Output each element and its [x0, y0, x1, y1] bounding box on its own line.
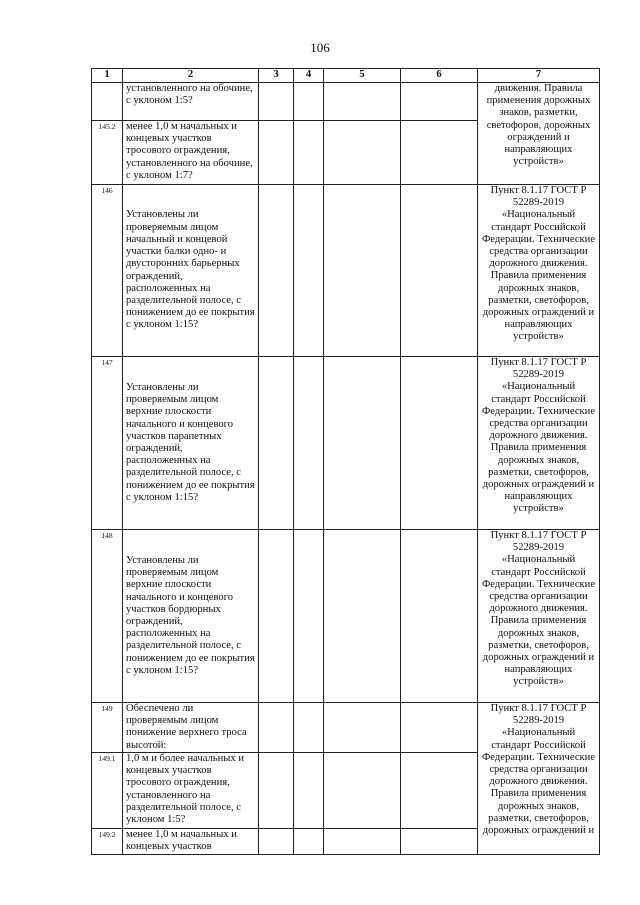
empty-cell — [294, 530, 324, 703]
empty-cell — [259, 121, 294, 185]
reference-cell: движения. Правила применения дорожных знаков, разметки, светофоров, дорожных ограждений и направляющих устройств» — [478, 83, 600, 185]
reference-cell: Пункт 8.1.17 ГОСТ Р 52289-2019 «Национальный стандарт Российской Федерации. Технические средства организации дорожного движения. Правила применения дорожных знаков, разметки, светофоров, дорожных ограждений и направляющих устройств» — [478, 357, 600, 530]
empty-cell — [401, 357, 478, 530]
empty-cell — [401, 753, 478, 829]
empty-cell — [324, 829, 401, 855]
question-cell: 1,0 м и более начальных и концевых участков тросового ограждения, установленного на разделительной полосе, с уклоном 1:5? — [123, 753, 259, 829]
column-header: 2 — [123, 69, 259, 83]
empty-cell — [401, 121, 478, 185]
empty-cell — [294, 83, 324, 121]
empty-cell — [401, 829, 478, 855]
empty-cell — [324, 185, 401, 357]
empty-cell — [324, 530, 401, 703]
table-header-row — [92, 69, 600, 83]
row-number: 147 — [92, 357, 123, 530]
empty-cell — [294, 357, 324, 530]
table-row — [92, 185, 600, 357]
row-number: 149 — [92, 703, 123, 753]
table-row — [92, 83, 600, 121]
row-number: 146 — [92, 185, 123, 357]
empty-cell — [401, 83, 478, 121]
row-number: 149.2 — [92, 829, 123, 855]
question-cell: менее 1,0 м начальных и концевых участков тросового ограждения, установленного на обочине, с уклоном 1:7? — [123, 121, 259, 185]
empty-cell — [294, 703, 324, 753]
question-cell: Установлены ли проверяемым лицом верхние плоскости начального и концевого участков бордюрных ограждений, расположенных на разделительной полосе, с понижением до ее покрытия с уклоном 1:15? — [123, 530, 259, 703]
question-cell: установленного на обочине, с уклоном 1:5? — [123, 83, 259, 121]
empty-cell — [401, 185, 478, 357]
empty-cell — [324, 753, 401, 829]
empty-cell — [324, 703, 401, 753]
column-header: 1 — [92, 69, 123, 83]
row-number — [92, 83, 123, 121]
row-number: 149.1 — [92, 753, 123, 829]
column-header: 4 — [294, 69, 324, 83]
row-number: 148 — [92, 530, 123, 703]
reference-cell: Пункт 8.1.17 ГОСТ Р 52289-2019 «Национальный стандарт Российской Федерации. Технические средства организации дорожного движения. Правила применения дорожных знаков, разметки, светофоров, дорожных ограждений и направляющих устройств» — [478, 530, 600, 703]
empty-cell — [401, 703, 478, 753]
question-cell: менее 1,0 м начальных и концевых участков — [123, 829, 259, 855]
empty-cell — [294, 185, 324, 357]
question-cell: Установлены ли проверяемым лицом верхние плоскости начального и концевого участков парапетных ограждений, расположенных на разделительной полосе, с понижением до ее покрытия с уклоном 1:15? — [123, 357, 259, 530]
empty-cell — [294, 829, 324, 855]
empty-cell — [259, 83, 294, 121]
column-header: 3 — [259, 69, 294, 83]
empty-cell — [324, 121, 401, 185]
table-row — [92, 530, 600, 703]
question-cell: Установлены ли проверяемым лицом начальный и концевой участки балки одно- и двусторонних барьерных ограждений, расположенных на разделительной полосе, с понижением до ее покрытия с уклоном 1:15? — [123, 185, 259, 357]
empty-cell — [259, 357, 294, 530]
column-header: 6 — [401, 69, 478, 83]
table-row — [92, 703, 600, 753]
requirements-table — [91, 68, 600, 855]
table-row — [92, 357, 600, 530]
question-cell: Обеспечено ли проверяемым лицом понижение верхнего троса высотой: — [123, 703, 259, 753]
empty-cell — [259, 753, 294, 829]
reference-cell: Пункт 8.1.17 ГОСТ Р 52289-2019 «Национальный стандарт Российской Федерации. Технические средства организации дорожного движения. Правила применения дорожных знаков, разметки, светофоров, дорожных ограждений и направляющих устройств» — [478, 185, 600, 357]
reference-cell: Пункт 8.1.17 ГОСТ Р 52289-2019 «Национальный стандарт Российской Федерации. Технические средства организации дорожного движения. Правила применения дорожных знаков, разметки, светофоров, дорожных ограждений и — [478, 703, 600, 855]
empty-cell — [324, 357, 401, 530]
empty-cell — [259, 829, 294, 855]
empty-cell — [294, 121, 324, 185]
empty-cell — [401, 530, 478, 703]
column-header: 5 — [324, 69, 401, 83]
column-header: 7 — [478, 69, 600, 83]
empty-cell — [259, 703, 294, 753]
empty-cell — [259, 530, 294, 703]
page-number: 106 — [310, 40, 330, 55]
empty-cell — [324, 83, 401, 121]
row-number: 145.2 — [92, 121, 123, 185]
empty-cell — [294, 753, 324, 829]
empty-cell — [259, 185, 294, 357]
